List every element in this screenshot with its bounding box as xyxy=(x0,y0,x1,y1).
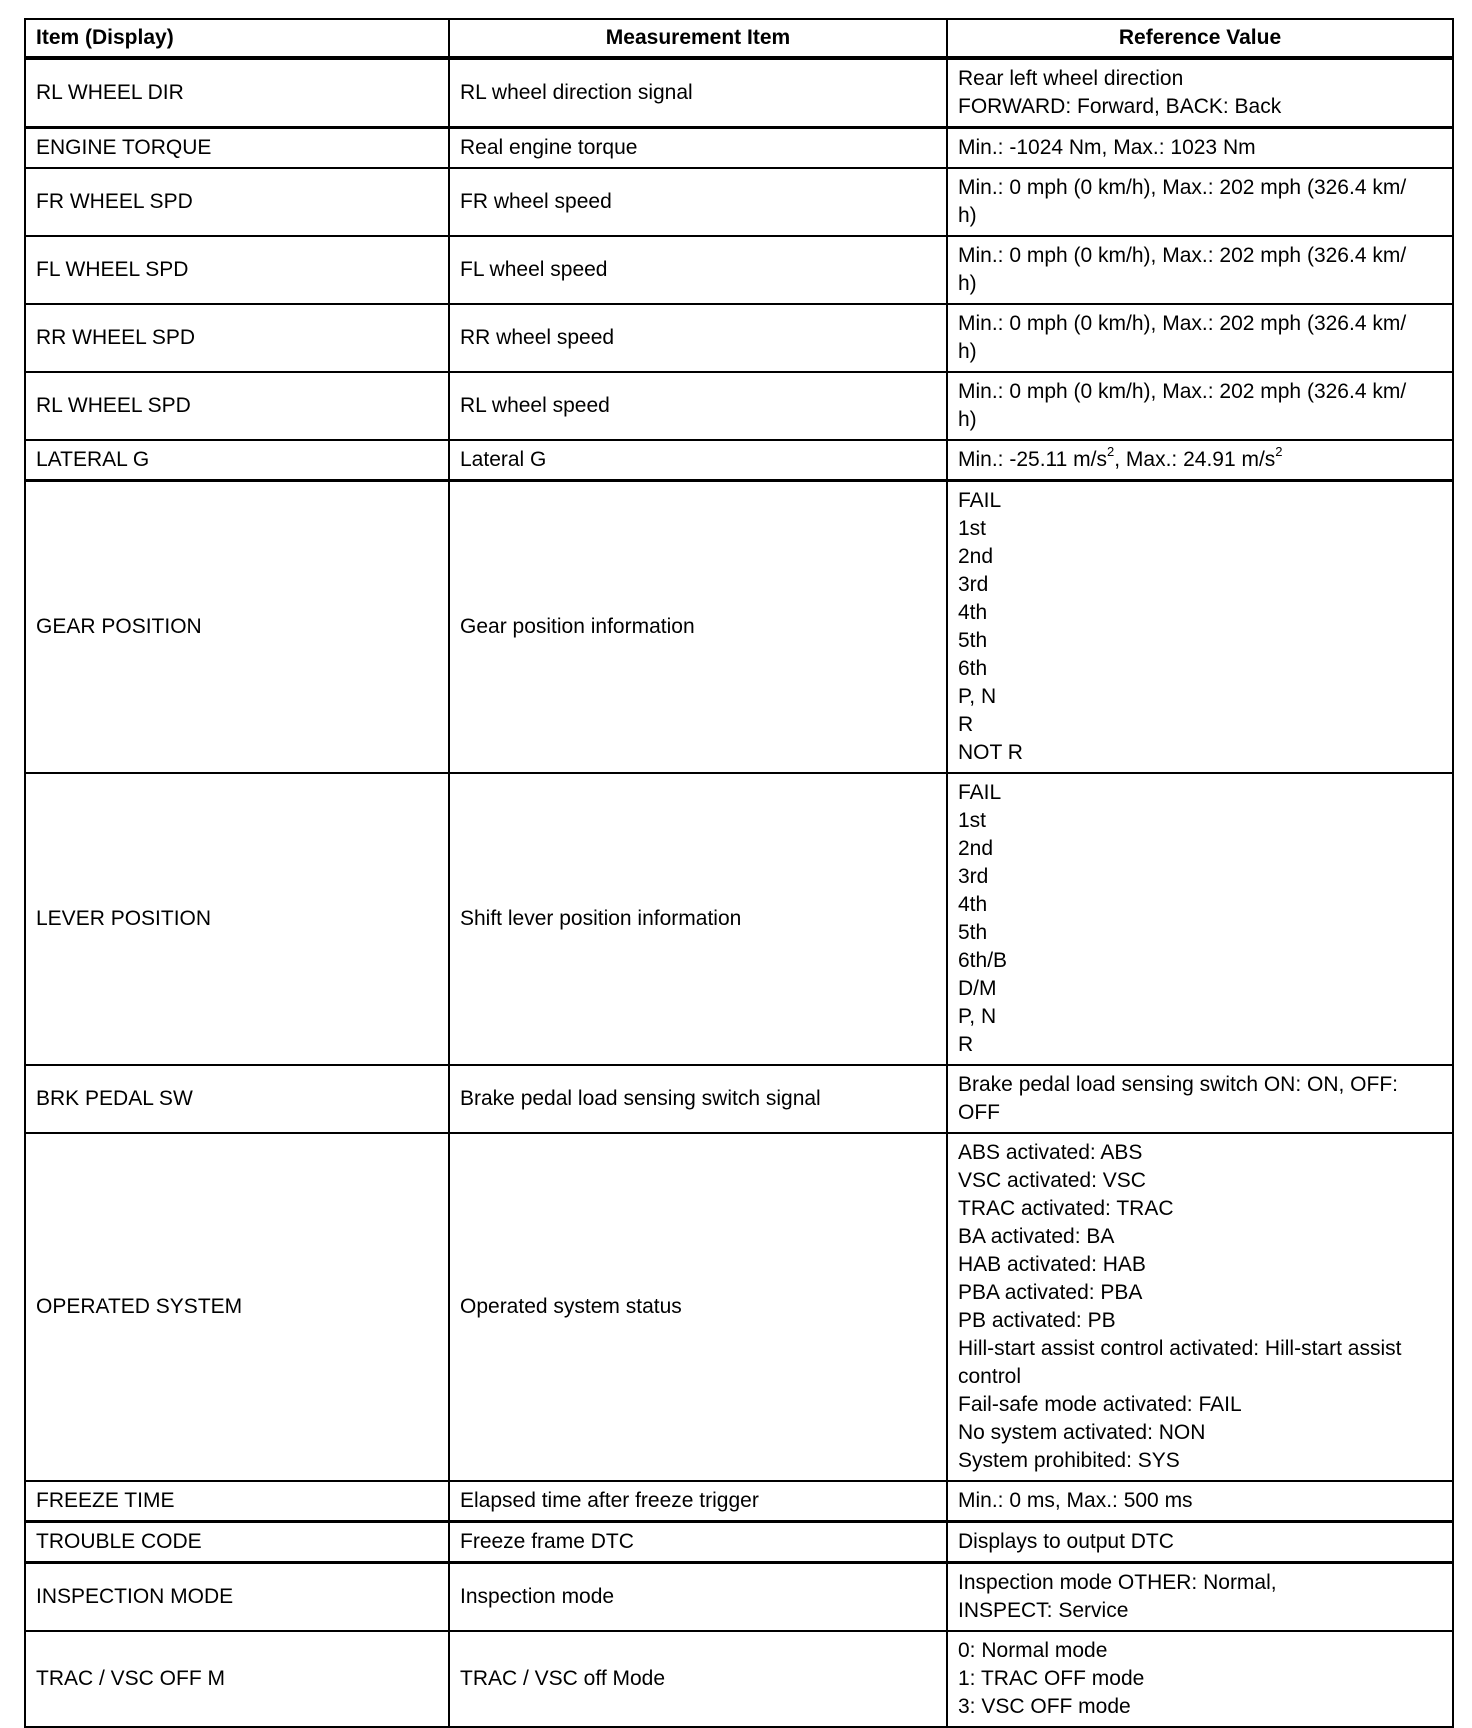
reference-line: FAIL xyxy=(958,489,1002,512)
table-row xyxy=(25,1065,1453,1133)
reference-line: Min.: 0 ms, Max.: 500 ms xyxy=(958,1489,1193,1512)
reference-line: h) xyxy=(958,204,977,227)
reference-line: 5th xyxy=(958,921,988,944)
measurement-item-cell: Inspection mode xyxy=(449,1563,947,1632)
item-display-cell: OPERATED SYSTEM xyxy=(25,1133,449,1481)
table-row xyxy=(25,128,1453,169)
measurement-item-cell: TRAC / VSC off Mode xyxy=(449,1631,947,1727)
header-item-display: Item (Display) xyxy=(25,19,449,58)
reference-line: Brake pedal load sensing switch ON: ON, OFF: xyxy=(958,1073,1399,1096)
reference-value-cell xyxy=(947,1631,1453,1727)
reference-value-cell xyxy=(947,168,1453,236)
measurement-item-cell: Lateral G xyxy=(449,440,947,481)
reference-line: PBA activated: PBA xyxy=(958,1281,1143,1304)
reference-line: Inspection mode OTHER: Normal, xyxy=(958,1571,1277,1594)
reference-line: Min.: -1024 Nm, Max.: 1023 Nm xyxy=(958,136,1256,159)
reference-min-exponent: 2 xyxy=(1107,444,1115,459)
reference-value-cell xyxy=(947,1065,1453,1133)
reference-value-cell xyxy=(947,1133,1453,1481)
item-display-cell: ENGINE TORQUE xyxy=(25,128,449,169)
data-list-table xyxy=(24,18,1454,1728)
reference-line: Min.: 0 mph (0 km/h), Max.: 202 mph (326.4 km/ xyxy=(958,244,1407,267)
table-row xyxy=(25,304,1453,372)
reference-line: Min.: 0 mph (0 km/h), Max.: 202 mph (326.4 km/ xyxy=(958,176,1407,199)
reference-value-cell xyxy=(947,1481,1453,1522)
measurement-item-cell: Real engine torque xyxy=(449,128,947,169)
reference-line: System prohibited: SYS xyxy=(958,1449,1180,1472)
measurement-item-cell: Operated system status xyxy=(449,1133,947,1481)
item-display-cell: TROUBLE CODE xyxy=(25,1522,449,1563)
table-row xyxy=(25,440,1453,481)
reference-line: Displays to output DTC xyxy=(958,1530,1174,1553)
measurement-item-cell: Freeze frame DTC xyxy=(449,1522,947,1563)
reference-line: TRAC activated: TRAC xyxy=(958,1197,1174,1220)
item-display-cell: RL WHEEL SPD xyxy=(25,372,449,440)
reference-line: ABS activated: ABS xyxy=(958,1141,1143,1164)
reference-line: 3rd xyxy=(958,573,989,596)
item-display-cell: FL WHEEL SPD xyxy=(25,236,449,304)
reference-line: 4th xyxy=(958,893,988,916)
reference-line: h) xyxy=(958,272,977,295)
table-row xyxy=(25,58,1453,128)
reference-line: 3: VSC OFF mode xyxy=(958,1695,1131,1718)
reference-line: 6th xyxy=(958,657,988,680)
item-display-cell: INSPECTION MODE xyxy=(25,1563,449,1632)
measurement-item-cell: FL wheel speed xyxy=(449,236,947,304)
table-row xyxy=(25,236,1453,304)
measurement-item-cell: RL wheel speed xyxy=(449,372,947,440)
reference-line: VSC activated: VSC xyxy=(958,1169,1146,1192)
item-display-cell: LATERAL G xyxy=(25,440,449,481)
reference-line: 4th xyxy=(958,601,988,624)
table-body xyxy=(25,58,1453,1727)
reference-line: 1: TRAC OFF mode xyxy=(958,1667,1145,1690)
reference-line: P, N xyxy=(958,685,997,708)
reference-line: 2nd xyxy=(958,545,994,568)
measurement-item-cell: Gear position information xyxy=(449,481,947,774)
table-row xyxy=(25,168,1453,236)
reference-line: BA activated: BA xyxy=(958,1225,1115,1248)
reference-line: Hill-start assist control activated: Hill-start assist xyxy=(958,1337,1402,1360)
reference-line: 0: Normal mode xyxy=(958,1639,1108,1662)
header-reference-value: Reference Value xyxy=(947,19,1453,58)
item-display-cell: RR WHEEL SPD xyxy=(25,304,449,372)
table-row xyxy=(25,1563,1453,1632)
reference-line: HAB activated: HAB xyxy=(958,1253,1146,1276)
reference-value-cell xyxy=(947,236,1453,304)
measurement-item-cell: RL wheel direction signal xyxy=(449,58,947,128)
reference-line: P, N xyxy=(958,1005,997,1028)
measurement-item-cell: Shift lever position information xyxy=(449,773,947,1065)
reference-line: 1st xyxy=(958,809,987,832)
header-measurement-item: Measurement Item xyxy=(449,19,947,58)
measurement-item-cell: Brake pedal load sensing switch signal xyxy=(449,1065,947,1133)
reference-line: Min.: 0 mph (0 km/h), Max.: 202 mph (326.4 km/ xyxy=(958,312,1407,335)
reference-value-cell xyxy=(947,304,1453,372)
reference-line: PB activated: PB xyxy=(958,1309,1116,1332)
reference-line: No system activated: NON xyxy=(958,1421,1206,1444)
reference-line: Rear left wheel direction xyxy=(958,67,1184,90)
header-row xyxy=(25,19,1453,58)
reference-value-cell xyxy=(947,1522,1453,1563)
item-display-cell: TRAC / VSC OFF M xyxy=(25,1631,449,1727)
table-row xyxy=(25,1522,1453,1563)
table-row xyxy=(25,1481,1453,1522)
measurement-item-cell: RR wheel speed xyxy=(449,304,947,372)
reference-line: 3rd xyxy=(958,865,989,888)
table-row xyxy=(25,481,1453,774)
reference-min-text: Min.: -25.11 m/s xyxy=(958,448,1107,471)
reference-value-cell xyxy=(947,128,1453,169)
reference-value-cell xyxy=(947,481,1453,774)
reference-line: NOT R xyxy=(958,741,1023,764)
reference-value-cell xyxy=(947,773,1453,1065)
reference-value-cell xyxy=(947,58,1453,128)
table-row xyxy=(25,372,1453,440)
measurement-item-cell: Elapsed time after freeze trigger xyxy=(449,1481,947,1522)
item-display-cell: GEAR POSITION xyxy=(25,481,449,774)
reference-line: control xyxy=(958,1365,1022,1388)
reference-line: OFF xyxy=(958,1101,1000,1124)
measurement-item-cell: FR wheel speed xyxy=(449,168,947,236)
table-row xyxy=(25,1631,1453,1727)
reference-line: FORWARD: Forward, BACK: Back xyxy=(958,95,1282,118)
reference-line: h) xyxy=(958,408,977,431)
reference-line: 5th xyxy=(958,629,988,652)
reference-sheet xyxy=(24,18,1452,1728)
reference-line xyxy=(958,446,1442,474)
item-display-cell: RL WHEEL DIR xyxy=(25,58,449,128)
reference-line: 6th/B xyxy=(958,949,1008,972)
reference-line: R xyxy=(958,713,974,736)
reference-line: 1st xyxy=(958,517,987,540)
reference-max-text: , Max.: 24.91 m/s xyxy=(1114,448,1276,471)
item-display-cell: LEVER POSITION xyxy=(25,773,449,1065)
reference-value-cell xyxy=(947,372,1453,440)
table-row xyxy=(25,1133,1453,1481)
reference-line: INSPECT: Service xyxy=(958,1599,1129,1622)
reference-value-cell xyxy=(947,440,1453,481)
table-row xyxy=(25,773,1453,1065)
reference-value-cell xyxy=(947,1563,1453,1632)
reference-line: Fail-safe mode activated: FAIL xyxy=(958,1393,1242,1416)
reference-line: 2nd xyxy=(958,837,994,860)
reference-line: Min.: 0 mph (0 km/h), Max.: 202 mph (326.4 km/ xyxy=(958,380,1407,403)
reference-line: D/M xyxy=(958,977,997,1000)
reference-line: R xyxy=(958,1033,974,1056)
item-display-cell: BRK PEDAL SW xyxy=(25,1065,449,1133)
item-display-cell: FR WHEEL SPD xyxy=(25,168,449,236)
item-display-cell: FREEZE TIME xyxy=(25,1481,449,1522)
reference-line: h) xyxy=(958,340,977,363)
reference-max-exponent: 2 xyxy=(1275,444,1283,459)
reference-line: FAIL xyxy=(958,781,1002,804)
